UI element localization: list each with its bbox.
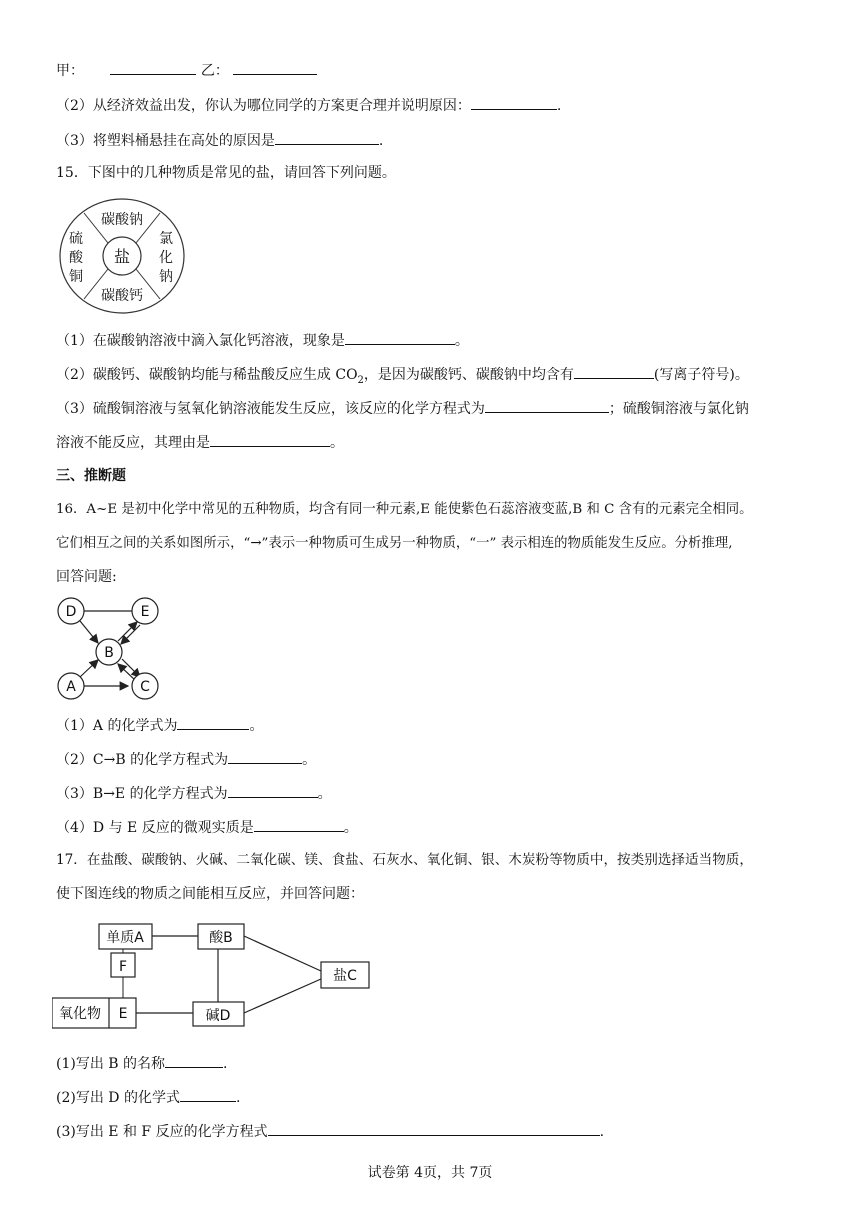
q17-part1-text: (1)写出 B 的名称 xyxy=(56,1056,166,1072)
q17-stem-line1: 17．在盐酸、碳酸钠、火碱、二氧化碳、镁、食盐、石灰水、氧化铜、银、木炭粉等物质中，按类别选择适当物质， xyxy=(56,852,753,868)
q14-part3-text: （3）将塑料桶悬挂在高处的原因是 xyxy=(56,133,275,149)
q15-part3 xyxy=(56,398,749,419)
box-acid-b xyxy=(198,924,244,949)
q15-part2-text-a: （2）碳酸钙、碳酸钠均能与稀盐酸反应生成 CO xyxy=(56,367,358,383)
node-d-label: D xyxy=(65,604,77,620)
q16-part4-period: 。 xyxy=(343,820,358,836)
q16-part4-blank[interactable] xyxy=(254,817,344,832)
svg-text:氯: 氯 xyxy=(159,231,173,247)
q15-part1-period: 。 xyxy=(454,333,469,349)
q15-part2-text-b: ，是因为碳酸钙、碳酸钠中均含有 xyxy=(363,367,574,383)
box-f-label: F xyxy=(118,959,128,975)
q15-part3-blank-1[interactable] xyxy=(485,398,609,413)
node-e xyxy=(132,598,158,624)
wheel-bottom-label: 碳酸钙 xyxy=(101,288,143,304)
jia-blank[interactable] xyxy=(110,60,196,75)
q15-part1-blank[interactable] xyxy=(345,330,455,345)
q17-part3-blank[interactable] xyxy=(268,1121,600,1136)
q15-part3-text-b: ；硫酸铜溶液与氯化钠 xyxy=(608,401,749,417)
yi-blank[interactable] xyxy=(233,60,317,75)
yi-label: 乙： xyxy=(200,63,229,79)
box-d-label: 碱D xyxy=(205,1008,231,1024)
q16-part1-period: 。 xyxy=(249,718,264,734)
q15-part1 xyxy=(56,330,469,351)
q15-part3-period: 。 xyxy=(330,435,344,451)
q16-part2 xyxy=(56,749,316,770)
q17-reaction-diagram xyxy=(52,920,374,1032)
section-3-heading: 三、推断题 xyxy=(56,468,126,484)
q16-part3-period: 。 xyxy=(317,786,332,802)
q16-part2-period: 。 xyxy=(302,752,317,768)
q17-part2 xyxy=(56,1087,240,1108)
salt-wheel-diagram xyxy=(56,196,190,318)
q16-part3-blank[interactable] xyxy=(228,783,318,798)
node-b xyxy=(96,639,122,665)
q15-part2 xyxy=(56,364,749,391)
q16-stem-line3: 回答问题: xyxy=(56,569,117,585)
q16-part2-blank[interactable] xyxy=(228,749,302,764)
box-c-label: 盐C xyxy=(333,968,357,984)
q16-part3 xyxy=(56,783,332,804)
q17-part3-dot: . xyxy=(599,1124,605,1140)
svg-text:化: 化 xyxy=(159,250,173,266)
box-b-label: 酸B xyxy=(209,930,233,946)
q16-stem-line2: 它们相互之间的关系如图所示，“→”表示一种物质可生成另一种物质，“一” 表示相连的物质能发生反应。分析推理, xyxy=(56,536,733,551)
node-b-label: B xyxy=(104,645,114,661)
q17-part3 xyxy=(56,1121,604,1142)
q16-part4 xyxy=(56,817,358,838)
node-a xyxy=(58,673,84,699)
q14-part3-blank[interactable] xyxy=(275,130,379,145)
q16-stem-line1: 16．A~E 是初中化学中常见的五种物质，均含有同一种元素,E 能使紫色石蕊溶液变蓝,B 和 C 含有的元素完全相同。 xyxy=(56,502,753,517)
q15-part1-text: （1）在碳酸钠溶液中滴入氯化钙溶液，现象是 xyxy=(56,333,345,349)
box-a-label: 单质A xyxy=(106,930,144,946)
q16-relationship-diagram xyxy=(52,597,168,705)
q17-part3-text: (3)写出 E 和 F 反应的化学方程式 xyxy=(56,1124,268,1140)
q17-part1-dot: . xyxy=(223,1056,228,1072)
q16-part1-text: （1）A 的化学式为 xyxy=(56,718,178,734)
wheel-left-label xyxy=(69,231,84,285)
svg-text:酸: 酸 xyxy=(69,250,83,266)
q14-part2-blank[interactable] xyxy=(471,95,557,110)
node-c-label: C xyxy=(140,679,150,695)
q15-stem: 15．下图中的几种物质是常见的盐，请回答下列问题。 xyxy=(56,165,396,181)
box-e-label: E xyxy=(118,1006,128,1022)
q15-part3-text-a: （3）硫酸铜溶液与氢氧化钠溶液能发生反应，该反应的化学方程式为 xyxy=(56,401,485,417)
q17-part2-dot: . xyxy=(235,1090,241,1106)
svg-text:硫: 硫 xyxy=(69,231,83,247)
box-f xyxy=(111,953,135,977)
jia-label: 甲： xyxy=(56,63,84,79)
wheel-top-label: 碳酸钠 xyxy=(101,212,143,228)
box-base-d xyxy=(193,1002,244,1026)
box-single-element-a xyxy=(99,924,152,949)
wheel-center-label: 盐 xyxy=(113,247,131,266)
q15-part2-text-c: (写离子符号)。 xyxy=(653,367,749,383)
svg-text:铜: 铜 xyxy=(69,269,83,285)
q14-answer-line xyxy=(56,60,317,81)
q17-part1-blank[interactable] xyxy=(165,1053,223,1068)
q15-part2-blank[interactable] xyxy=(574,364,654,379)
q15-part3-text-c: 溶液不能反应，其理由是 xyxy=(56,435,210,451)
q14-part2 xyxy=(56,95,561,116)
box-oxide-e xyxy=(52,998,136,1028)
q14-part3 xyxy=(56,130,383,151)
q16-part3-text: （3）B→E 的化学方程式为 xyxy=(56,786,228,802)
node-d xyxy=(58,598,84,624)
q17-part2-blank[interactable] xyxy=(180,1087,236,1102)
q17-part2-text: (2)写出 D 的化学式 xyxy=(56,1090,180,1106)
q17-part1 xyxy=(56,1053,227,1074)
q16-part4-text: （4）D 与 E 反应的微观实质是 xyxy=(56,820,254,836)
svg-text:钠: 钠 xyxy=(159,269,173,285)
q16-part1 xyxy=(56,715,263,736)
q14-part2-dot: . xyxy=(556,98,562,114)
q14-part2-text: （2）从经济效益出发，你认为哪位同学的方案更合理并说明原因： xyxy=(56,98,471,114)
page-footer: 试卷第 4页，共 7页 xyxy=(367,1165,493,1181)
q16-part2-text: （2）C→B 的化学方程式为 xyxy=(56,752,229,768)
q17-stem-line2: 使下图连线的物质之间能相互反应，并回答问题： xyxy=(56,886,364,902)
q15-part2-subscript: 2 xyxy=(357,374,364,386)
q15-part3-cont xyxy=(56,432,344,453)
node-a-label: A xyxy=(66,679,76,695)
box-salt-c xyxy=(321,962,369,988)
q15-part3-blank-2[interactable] xyxy=(210,432,330,447)
node-c xyxy=(132,673,158,699)
node-e-label: E xyxy=(140,604,150,620)
q16-part1-blank[interactable] xyxy=(177,715,249,730)
box-oxide-label: 氧化物 xyxy=(59,1006,101,1022)
wheel-right-label xyxy=(159,231,173,285)
q14-part3-dot: . xyxy=(378,133,384,149)
